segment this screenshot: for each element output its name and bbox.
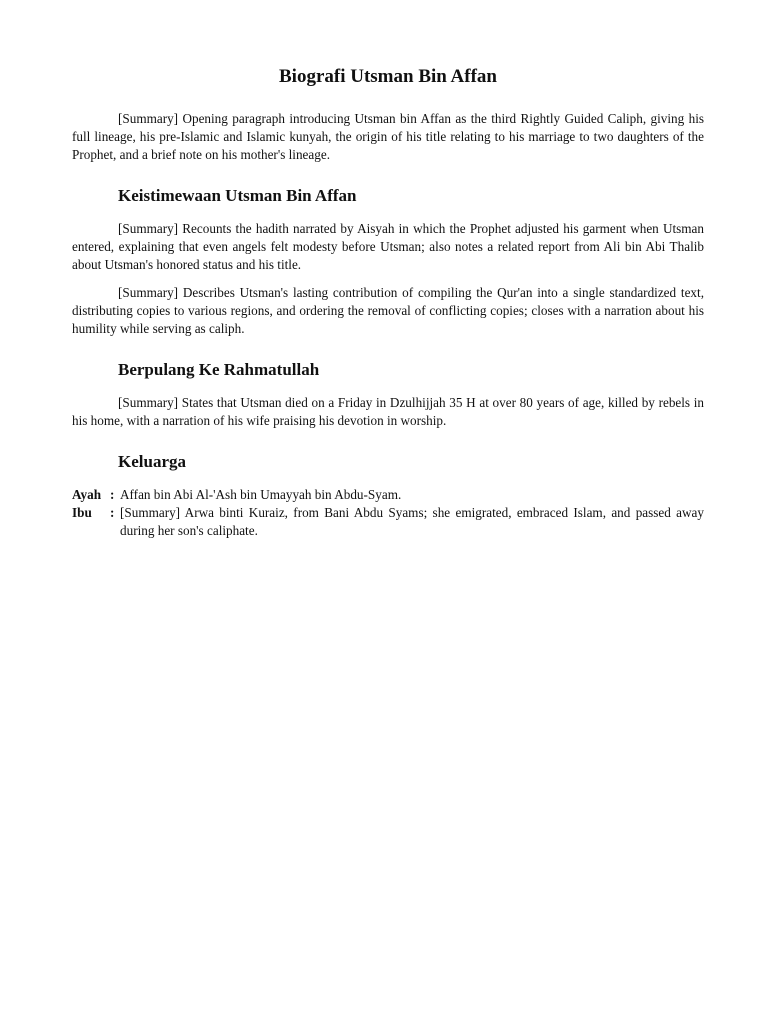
family-row-ibu	[72, 504, 704, 540]
family-value: [Summary] Arwa binti Kuraiz, from Bani Abdu Syams; she emigrated, embraced Islam, and passed away during her son's caliphate.	[120, 505, 704, 538]
paragraph-keistimewaan-1: [Summary] Recounts the hadith narrated by Aisyah in which the Prophet adjusted his garment when Utsman entered, explaining that even angels felt modesty before Utsman; also notes a related report from Ali bin Abi Thalib about Utsman's honored status and his title.	[72, 221, 704, 272]
family-list	[72, 486, 704, 540]
section-heading-berpulang: Berpulang Ke Rahmatullah	[118, 360, 320, 379]
section-heading-keistimewaan: Keistimewaan Utsman Bin Affan	[118, 186, 357, 205]
document-title: Biografi Utsman Bin Affan	[279, 66, 497, 87]
intro-paragraph: [Summary] Opening paragraph introducing Utsman bin Affan as the third Rightly Guided Caliph, giving his full lineage, his pre-Islamic and Islamic kunyah, the origin of his title relating to his marriage to two daughters of the Prophet, and a brief note on his mother's lineage.	[72, 111, 704, 162]
section-heading-keluarga: Keluarga	[118, 452, 186, 471]
family-separator: :	[110, 487, 115, 502]
family-row-ayah	[72, 486, 704, 504]
family-value: Affan bin Abi Al-'Ash bin Umayyah bin Abdu-Syam.	[120, 487, 402, 502]
paragraph-keistimewaan-2: [Summary] Describes Utsman's lasting contribution of compiling the Qur'an into a single standardized text, distributing copies to various regions, and ordering the removal of conflicting copies; closes with a narration about his humility while serving as caliph.	[72, 285, 704, 336]
paragraph-berpulang: [Summary] States that Utsman died on a Friday in Dzulhijjah 35 H at over 80 years of age, killed by rebels in his home, with a narration of his wife praising his devotion in worship.	[72, 395, 704, 428]
family-separator: :	[110, 505, 115, 520]
family-label: Ibu	[72, 505, 92, 520]
family-label: Ayah	[72, 487, 102, 502]
